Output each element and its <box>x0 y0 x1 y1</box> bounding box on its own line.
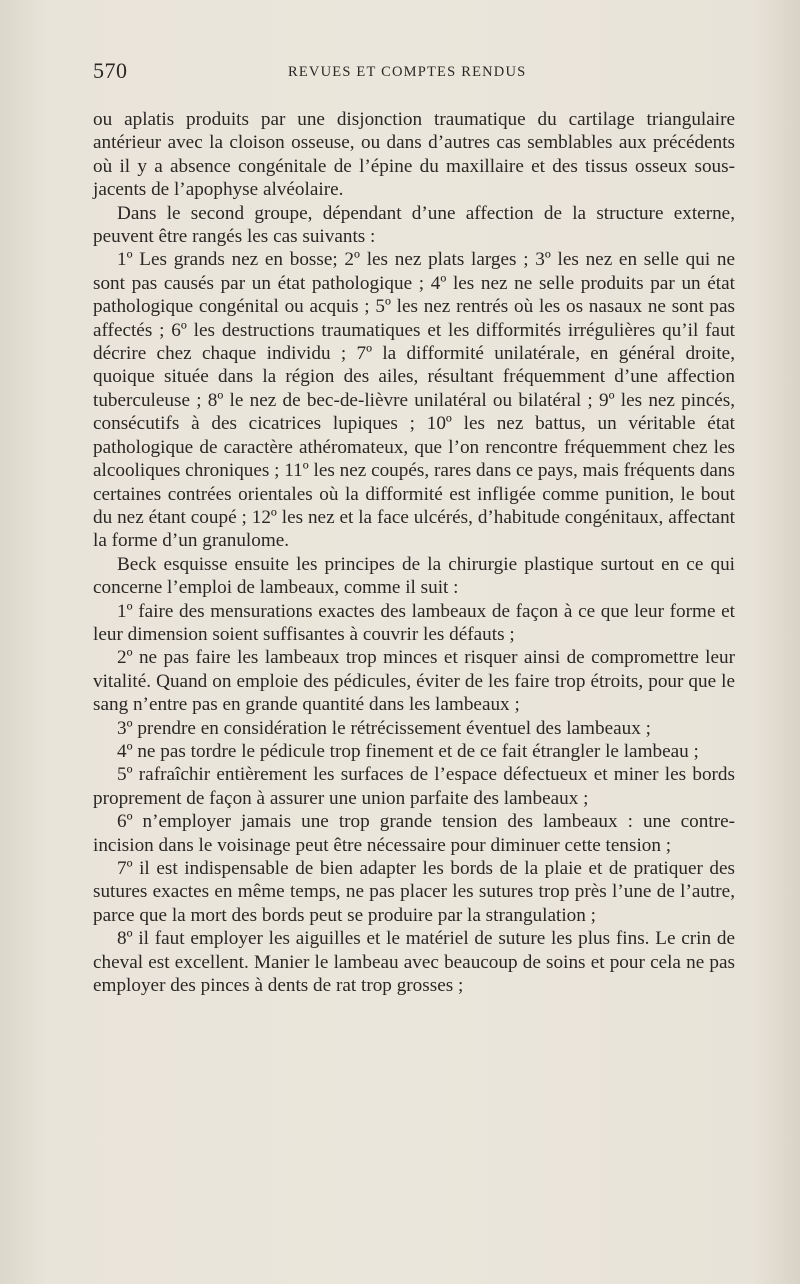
principle-item: 1º faire des mensurations exactes des lambeaux de façon à ce que leur forme et leur dimension soient suffisantes à couvrir les défauts ; <box>93 600 735 645</box>
principle-item: 7º il est indispensable de bien adapter les bords de la plaie et de pratiquer des sutures exactes en même temps, ne pas placer les sutures trop près l’une de l’autre, parce que la mort des bords peut se produire par la strangulation ; <box>93 858 735 926</box>
principle-item: 6º n’employer jamais une trop grande tension des lambeaux : une contre-incision dans le voisinage peut être nécessaire pour diminuer cette tension ; <box>93 811 735 856</box>
page-number: 570 <box>93 58 128 83</box>
principle-item: 8º il faut employer les aiguilles et le matériel de suture les plus fins. Le crin de cheval est excellent. Manier le lambeau avec beaucoup de soins et pour cela ne pas employer des pinces à dents de rat trop grosses ; <box>93 928 735 997</box>
paragraph-continuation: ou aplatis produits par une disjonction traumatique du cartilage triangulaire antérieur avec la cloison osseuse, ou dans d’autres cas semblables aux précédents où il y a absence congénitale de l’épine du maxillaire et des tissus osseux sous-jacents de l’apophyse alvéolaire. <box>93 109 735 201</box>
body-text <box>93 108 735 997</box>
principle-item: 4º ne pas tordre le pédicule trop finement et de ce fait étrangler le lambeau ; <box>117 740 699 762</box>
page-header <box>93 58 733 90</box>
paragraph-case-list: 1º Les grands nez en bosse; 2º les nez plats larges ; 3º les nez en selle qui ne sont pas causés par un état pathologique ; 4º les nez ne selle produits par un état pathologique congénital ou acquis ; 5º les nez rentrés où les os nasaux ne sont pas affectés ; 6º les destructions traumatiques et les difformités irrégulières qu’il faut décrire chez chaque individu ; 7º la difformité unilatérale, en général droite, quoique située dans la région des ailes, résultant fréquemment d’une affection tuberculeuse ; 8º le nez de bec-de-lièvre unilatéral ou bilatéral ; 9º les nez pincés, consécutifs à des cicatrices lupiques ; 10º les nez battus, un véritable état pathologique de caractère athéromateux, que l’on rencontre fréquemment chez les alcooliques chroniques ; 11º les nez coupés, rares dans ce pays, mais fréquents dans certaines contrées orientales où la difformité est infligée comme punition, le bout du nez étant coupé ; 12º les nez et la face ulcérés, d’habitude congénitaux, affectant la forme d’un granulome. <box>93 249 735 552</box>
principle-item: 5º rafraîchir entièrement les surfaces de l’espace défectueux et miner les bords proprement de façon à assurer une union parfaite des lambeaux ; <box>93 764 735 809</box>
paragraph-principles-intro: Beck esquisse ensuite les principes de la chirurgie plastique surtout en ce qui concerne l’emploi de lambeaux, comme il suit : <box>93 553 735 599</box>
paragraph-second-group: Dans le second groupe, dépendant d’une affection de la structure externe, peuvent être rangés les cas suivants : <box>93 202 735 248</box>
principle-item: 2º ne pas faire les lambeaux trop minces et risquer ainsi de compromettre leur vitalité. Quand on emploie des pédicules, éviter de les faire trop étroits, pour que le sang n’entre pas en grande quantité dans les lambeaux ; <box>93 647 735 716</box>
running-head: REVUES ET COMPTES RENDUS <box>288 64 527 80</box>
principle-item: 3º prendre en considération le rétrécissement éventuel des lambeaux ; <box>117 717 651 739</box>
